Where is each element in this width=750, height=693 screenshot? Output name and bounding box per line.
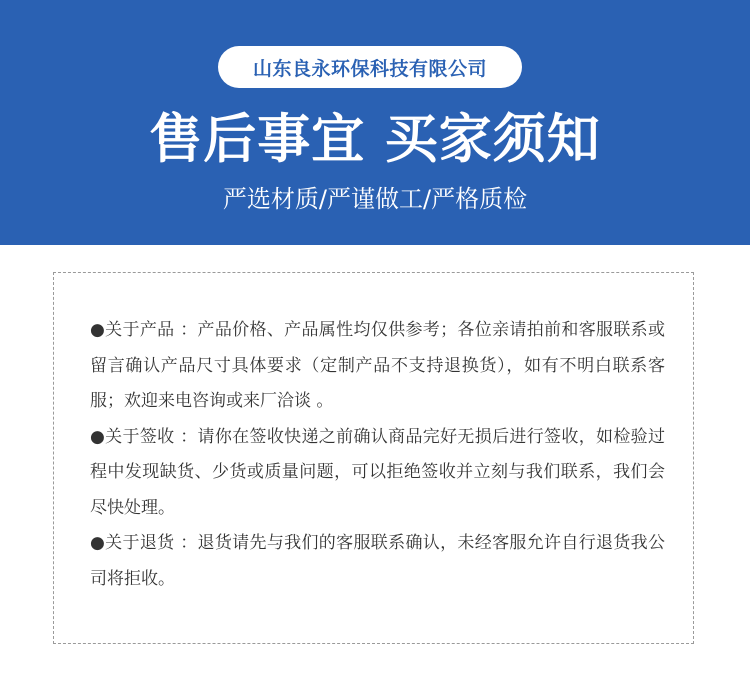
notice-list [90,313,665,597]
notice-item-signing [90,420,665,527]
bullet-icon: ● [90,533,106,553]
subtitle: 严选材质/严谨做工/严格质检 [222,185,528,213]
header-banner [0,0,750,245]
notice-item-product [90,313,665,420]
notice-text-signing: 关于签收 ：请你在签收快递之前确认商品完好无损后进行签收，如检验过程中发现缺货、少货或质量问题，可以拒绝签收并立刻与我们联系，我们会尽快处理。 [90,426,665,518]
bullet-icon: ● [90,426,106,447]
main-title: 售后事宜 买家须知 [149,109,601,170]
notice-item-return [90,526,665,597]
company-name: 山东良永环保科技有限公司 [252,57,487,80]
notice-text-product: 关于产品 ：产品价格、产品属性均仅供参考；各位亲请拍前和客服联系或留言确认产品尺寸具体要求（定制产品不支持退换货），如有不明白联系客服；欢迎来电咨询或来厂洽谈 。 [90,320,665,411]
notice-box [53,272,694,644]
company-name-badge [218,46,522,88]
bullet-icon: ● [90,320,106,340]
notice-text-return: 关于退货 ：退货请先与我们的客服联系确认，未经客服允许自行退货我公司将拒收。 [90,533,665,589]
